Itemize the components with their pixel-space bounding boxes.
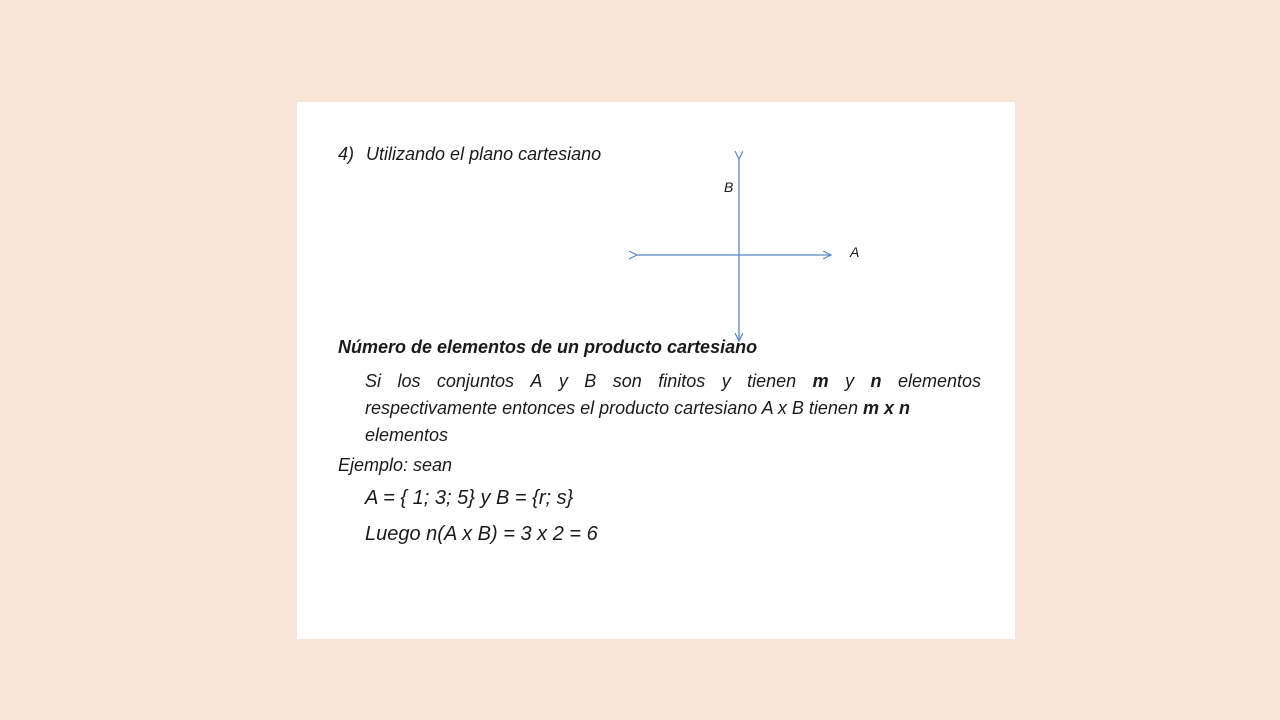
axis-label-a: A [850,244,860,260]
axis-label-b: B [724,179,734,195]
example-label: Ejemplo: sean [338,455,453,475]
example-result: Luego n(A x B) = 3 x 2 = 6 [365,523,598,545]
definition-word: elementos [897,371,981,391]
definition-word: A [530,371,543,391]
definition-word: y [845,371,855,391]
item-number: 4) [338,144,355,164]
definition-word: tienen [747,371,797,391]
definition-line-3: elementos [365,425,449,445]
definition-line-2 [365,395,981,422]
definition-word: conjuntos [436,371,514,391]
definition-word: B [584,371,597,391]
definition-word: son [612,371,642,391]
definition-word: Si [365,371,382,391]
item-title: Utilizando el plano cartesiano [366,144,602,164]
definition-word: finitos [658,371,706,391]
definition-line-2-bold: m x n [862,398,910,418]
definition-word: n [870,371,882,391]
definition-word: y [558,371,568,391]
definition-paragraph [365,368,981,449]
definition-line-2-text: respectivamente entonces el producto cartesiano A x B tienen [365,398,863,418]
document-page [297,102,1015,639]
definition-line-1 [365,368,981,395]
definition-word: y [721,371,731,391]
definition-word: los [397,371,421,391]
example-sets: A = { 1; 3; 5} y B = {r; s} [365,487,574,509]
section-title: Número de elementos de un producto cartesiano [338,337,758,357]
definition-word: m [812,371,829,391]
